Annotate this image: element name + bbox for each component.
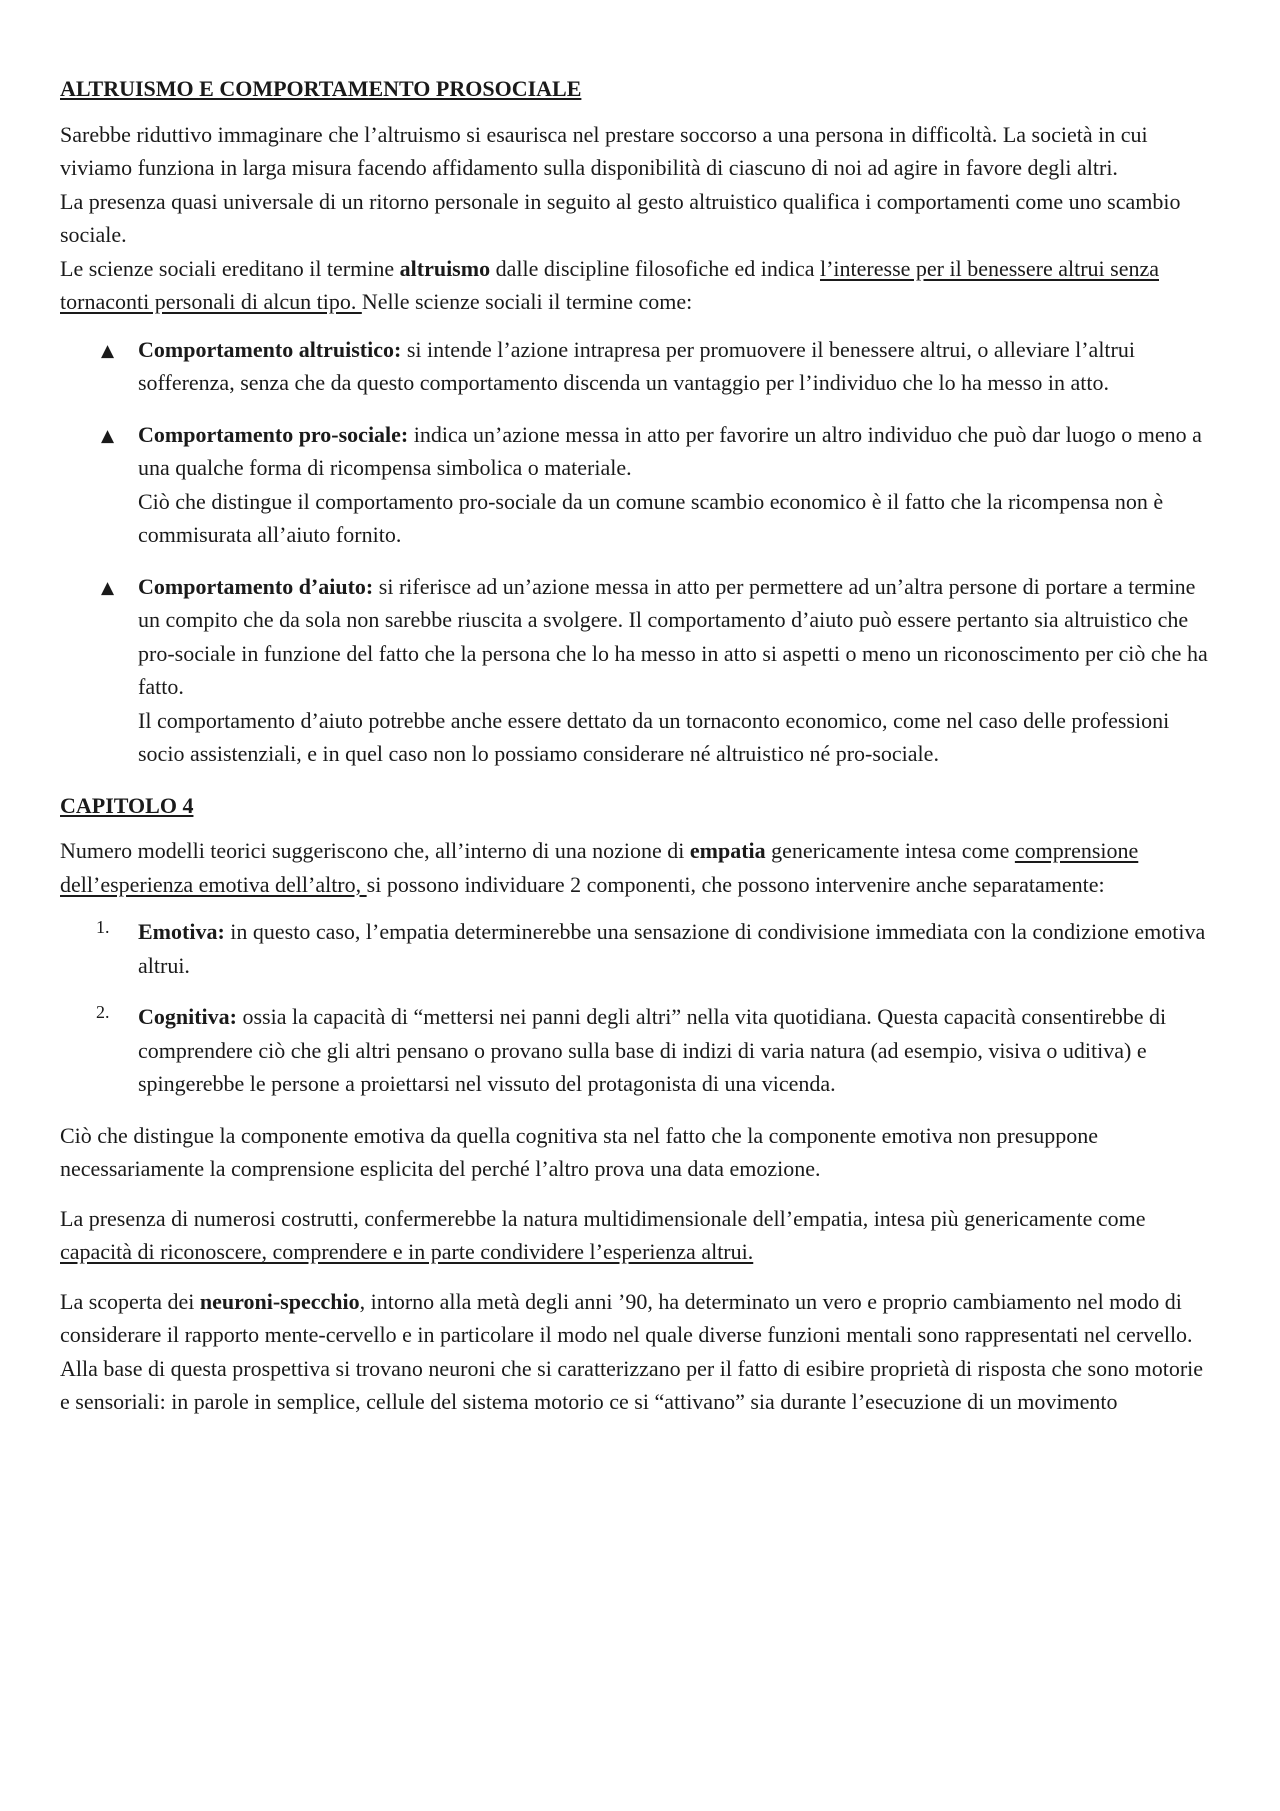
list-item [60,1000,1210,1101]
bold-term-empatia: empatia [689,838,766,863]
bullet-text: si intende l’azione intrapresa per promuovere il benessere altrui, o alleviare l’altrui sofferenza, senza che da questo comportamento discenda un vantaggio per l’individuo che lo ha messo in atto. [138,336,1135,395]
bullet-text: si riferisce ad un’azione messa in atto per permettere ad un’altra persone di portare a termine un compito che da sola non sarebbe riuscita a svolgere. Il comportamento d’aiuto può essere pertanto sia altruistico che pro-sociale in funzione del fatto che la persona che lo ha messo in atto si aspetti o meno un riconoscimento per ciò che ha fatto. [138,573,1208,699]
text-run: si possono individuare 2 componenti, che possono intervenire anche separatamente: [366,871,1105,897]
bullet-text: indica un’azione messa in atto per favorire un altro individuo che può dar luogo o meno a una qualche forma di ricompensa simbolica o materiale. [138,421,1202,480]
document-page [60,72,1210,1419]
section-title-altruismo: ALTRUISMO E COMPORTAMENTO PROSOCIALE [60,76,582,101]
list-item [60,333,1210,400]
paragraph-empatia [60,834,1210,901]
text-run: La presenza di numerosi costrutti, confermerebbe la natura multidimensionale dell’empatia, intesa più genericamente come [60,1205,1146,1231]
text-run: Le scienze sociali ereditano il termine [60,255,400,281]
triangle-bullet-icon: ▲ [101,425,115,446]
item-term: Emotiva: [138,919,225,944]
triangle-bullet-icon: ▲ [101,577,115,598]
text-run: genericamente intesa come [765,838,1015,863]
paragraph-intro: Sarebbe riduttivo immaginare che l’altruismo si esaurisca nel prestare soccorso a una persona in difficoltà. La società in cui viviamo funziona in larga misura facendo affidamento sulla disponibilità di ciascuno di noi ad agire in favore degli altri. [60,121,1148,180]
list-item [60,570,1210,771]
numbered-list-componenti [60,915,1210,1101]
paragraph-distinzione: Ciò che distingue la componente emotiva da quella cognitiva sta nel fatto che la componente emotiva non presuppone necessariamente la comprensione esplicita del perché l’altro prova una data emozione. [60,1122,1098,1181]
item-term: Cognitiva: [138,1004,237,1029]
list-item [60,418,1210,552]
bullet-term: Comportamento altruistico: [138,336,402,362]
section-title-capitolo-4: CAPITOLO 4 [60,792,194,818]
bold-term-neuroni-specchio: neuroni-specchio [199,1288,360,1314]
bullet-term: Comportamento d’aiuto: [138,573,374,599]
list-number: 1. [96,917,110,937]
text-run: dalle discipline filosofiche ed indica [490,255,820,281]
list-number: 2. [96,1002,110,1022]
item-text: in questo caso, l’empatia determinerebbe una sensazione di condivisione immediata con la condizione emotiva altrui. [138,919,1206,978]
paragraph-definizione-altruismo [60,252,1210,319]
underlined-definition: comprensione dell’esperienza emotiva dell’altro, [60,838,1139,897]
bullet-text-continuation: Ciò che distingue il comportamento pro-sociale da un comune scambio economico è il fatto che la ricompensa non è commisurata all’aiuto fornito. [138,488,1164,547]
paragraph-neuroni-specchio [60,1285,1210,1419]
paragraph-multidimensionale [60,1202,1210,1269]
triangle-bullet-icon: ▲ [101,340,115,361]
bold-term-altruismo: altruismo [399,255,491,281]
underlined-definition: capacità di riconoscere, comprendere e in parte condividere l’esperienza altrui. [60,1239,754,1264]
bullet-term: Comportamento pro-sociale: [138,421,409,447]
text-run: , intorno alla metà degli anni ’90, ha determinato un vero e proprio cambiamento nel modo di considerare il rapporto mente-cervello e in particolare il modo nel quale diverse funzioni mentali sono rappresentati nel cervello. Alla base di questa prospettiva si trovano neuroni che si caratterizzano per il fatto di esibire proprietà di risposta che sono motorie e sensoriali: in parole in semplice, cellule del sistema motorio ce si “attivano” sia durante l’esecuzione di un movimento [60,1288,1204,1414]
item-text: ossia la capacità di “mettersi nei panni degli altri” nella vita quotidiana. Questa capacità consentirebbe di comprendere ciò che gli altri pensano o provano sulla base di indizi di varia natura (ad esempio, visiva o uditiva) e spingerebbe le persone a proiettarsi nel vissuto del protagonista di una vicenda. [138,1004,1167,1096]
bullet-list-comportamenti [60,333,1210,771]
text-run: Nelle scienze sociali il termine come: [361,289,693,314]
list-item [60,915,1210,982]
bullet-text-continuation: Il comportamento d’aiuto potrebbe anche essere dettato da un tornaconto economico, come nel caso delle professioni socio assistenziali, e in quel caso non lo possiamo considerare né altruistico né pro-sociale. [138,707,1170,766]
paragraph-scambio-sociale: La presenza quasi universale di un ritorno personale in seguito al gesto altruistico qualifica i comportamenti come uno scambio sociale. [60,188,1181,247]
underlined-definition: l’interesse per il benessere altrui senza tornaconti personali di alcun tipo. [60,255,1159,314]
text-run: La scoperta dei [60,1288,200,1314]
text-run: Numero modelli teorici suggeriscono che, all’interno di una nozione di [60,838,690,863]
